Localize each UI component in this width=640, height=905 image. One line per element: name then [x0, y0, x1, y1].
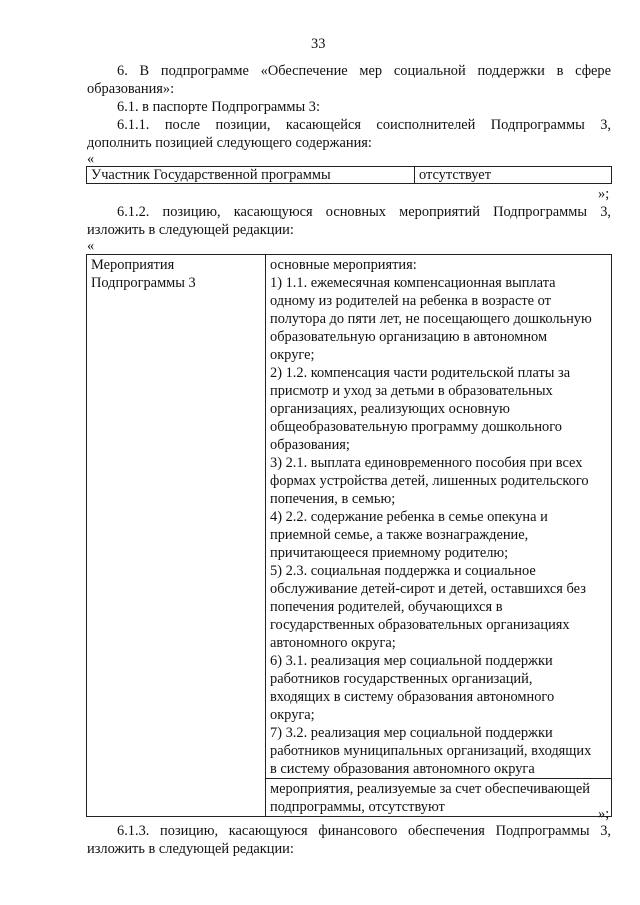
activity-line: 3) 2.1. выплата единовременного пособия при всех [270, 455, 583, 471]
open-quote-2: « [87, 238, 95, 254]
activity-line: входящих в систему образования автономного [270, 689, 555, 705]
activity-line: причитающееся приемному родителю; [270, 545, 509, 561]
activity-line: 2) 1.2. компенсация части родительской платы за [270, 365, 571, 381]
activity-line: работников государственных организаций, [270, 671, 533, 687]
open-quote-1: « [87, 151, 95, 167]
item-6-1-2-line-1: 6.1.2. позицию, касающуюся основных мероприятий Подпрограммы 3, [117, 204, 611, 220]
activities-label-cell [87, 255, 266, 817]
activity-line: попечения родителей, обучающихся в [270, 599, 503, 615]
page-number: 33 [311, 36, 326, 52]
activity-line: автономного округа; [270, 635, 396, 651]
activity-line: работников муниципальных организаций, входящих [270, 743, 592, 759]
activities-label-line: Мероприятия [91, 257, 175, 273]
table-row [87, 167, 612, 184]
activity-line: образования; [270, 437, 350, 453]
activity-line: формах устройства детей, лишенных родительского [270, 473, 589, 489]
activity-line: в систему образования автономного округа [270, 761, 535, 777]
activity-line: 5) 2.3. социальная поддержка и социальное [270, 563, 536, 579]
close-quote-1: »; [598, 186, 610, 202]
activity-line: округа; [270, 707, 315, 723]
activity-line: одному из родителей на ребенка в возрасте от [270, 293, 551, 309]
item-6-1-1-line-2: дополнить позицией следующего содержания: [87, 135, 372, 151]
activities-label-line: Подпрограммы 3 [91, 275, 196, 291]
participant-label: Участник Государственной программы [91, 167, 331, 183]
extra-activity-line: подпрограммы, отсутствуют [270, 799, 445, 815]
activity-line: 4) 2.2. содержание ребенка в семье опекуна и [270, 509, 548, 525]
item-6-1-1-line-1: 6.1.1. после позиции, касающейся соисполнителей Подпрограммы 3, [117, 117, 611, 133]
participant-table [86, 166, 612, 184]
item-6-1-3-line-2: изложить в следующей редакции: [87, 841, 294, 857]
activity-line: 7) 3.2. реализация мер социальной поддержки [270, 725, 553, 741]
table-row [87, 255, 612, 779]
activities-main-cell [266, 255, 612, 779]
participant-label-cell [87, 167, 415, 184]
activity-line: организациях, реализующих основную [270, 401, 510, 417]
activity-line: округе; [270, 347, 315, 363]
participant-value: отсутствует [419, 167, 491, 183]
activity-line: государственных образовательных организациях [270, 617, 570, 633]
activity-line: полутора до пяти лет, не посещающего дошкольную [270, 311, 592, 327]
section-6-line-1: 6. В подпрограмме «Обеспечение мер социальной поддержки в сфере [117, 63, 611, 79]
activity-line: 1) 1.1. ежемесячная компенсационная выплата [270, 275, 556, 291]
activity-line: общеобразовательную программу дошкольного [270, 419, 562, 435]
participant-value-cell [415, 167, 612, 184]
activities-extra-cell [266, 779, 612, 817]
item-6-1-3-line-1: 6.1.3. позицию, касающуюся финансового обеспечения Подпрограммы 3, [117, 823, 611, 839]
activity-line: попечения, в семью; [270, 491, 396, 507]
activity-line: 6) 3.1. реализация мер социальной поддержки [270, 653, 553, 669]
activity-line: приемной семье, а также вознаграждение, [270, 527, 529, 543]
extra-activity-line: мероприятия, реализуемые за счет обеспечивающей [270, 781, 590, 797]
item-6-1-2-line-2: изложить в следующей редакции: [87, 222, 294, 238]
close-quote-2: »; [598, 806, 610, 822]
activity-line: основные мероприятия: [270, 257, 417, 273]
activity-line: образовательную организацию в автономном [270, 329, 548, 345]
section-6-line-2: образования»: [87, 81, 175, 97]
activity-line: присмотр и уход за детьми в образовательных [270, 383, 553, 399]
item-6-1-heading: 6.1. в паспорте Подпрограммы 3: [117, 99, 320, 115]
activities-table [86, 254, 612, 817]
activity-line: обслуживание детей-сирот и детей, оставшихся без [270, 581, 586, 597]
